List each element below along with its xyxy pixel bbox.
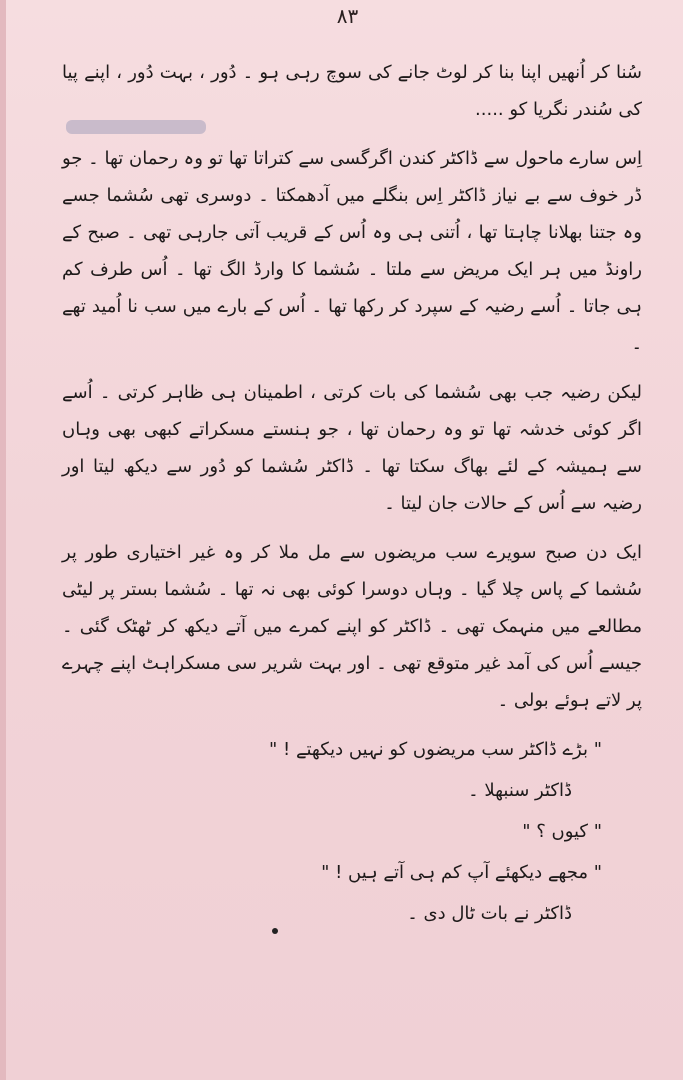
paragraph: اِس سارے ماحول سے ڈاکٹر کندن اگرگسی سے کتراتا تھا تو وہ رحمان تھا ۔ جو ڈر خوف سے بے نیاز ڈاکٹر اِس بنگلے میں آدھمکتا ۔ دوسری تھی سُشما جسے وہ جتنا بھلانا چاہتا تھا ، اُتنی ہی وہ اُس کے قریب آتی جارہی تھی ۔ صبح کے راونڈ میں ہر ایک مریض سے ملتا ۔ سُشما کا وارڈ الگ تھا ۔ اُس طرف کم ہی جاتا ۔ اُسے رضیہ کے سپرد کر رکھا تھا ۔ اُس کے بارے میں سب نا اُمید تھے ۔ bbox=[62, 148, 642, 354]
dialogue-line: ڈاکٹر سنبھلا ۔ bbox=[468, 780, 572, 801]
dialogue-line: " کیوں ؟ " bbox=[522, 821, 602, 842]
ink-dot bbox=[272, 928, 278, 934]
page-number: ۸۳ bbox=[336, 4, 359, 28]
paragraph: ایک دن صبح سویرے سب مریضوں سے مل ملا کر وہ غیر اختیاری طور پر سُشما کے پاس چلا گیا ۔ وہاں دوسرا کوئی بھی نہ تھا ۔ سُشما بستر پر لیٹی مطالعے میں منہمک تھی ۔ ڈاکٹر کو اپنے کمرے میں آتے دیکھ کر ٹھٹک گئی ۔ جیسے اُس کی آمد غیر متوقع تھی ۔ اور بہت شریر سی مسکراہٹ اپنے چہرے پر لاتے ہوئے بولی ۔ bbox=[62, 542, 642, 711]
paragraph: سُنا کر اُنھیں اپنا بنا کر لوٹ جانے کی سوچ رہی ہو ۔ دُور ، بہت دُور ، اپنے پیا کی سُندر نگریا کو ..... bbox=[62, 62, 642, 120]
dialogue-line: " مجھے دیکھئے آپ کم ہی آتے ہیں ! " bbox=[321, 862, 602, 883]
paragraph: لیکن رضیہ جب بھی سُشما کی بات کرتی ، اطمینان ہی ظاہر کرتی ۔ اُسے اگر کوئی خدشہ تھا تو وہ رحمان تھا ، جو ہنستے مسکراتے کبھی بھی وہاں سے ہمیشہ کے لئے بھاگ سکتا تھا ۔ ڈاکٹر سُشما کو دُور سے دیکھ لیتا اور رضیہ سے اُس کے حالات جان لیتا ۔ bbox=[62, 382, 642, 514]
dialogue-line: ڈاکٹر نے بات ٹال دی ۔ bbox=[407, 903, 572, 924]
dialogue-line: " بڑے ڈاکٹر سب مریضوں کو نہیں دیکھتے ! " bbox=[269, 739, 602, 760]
text-body bbox=[62, 54, 642, 936]
